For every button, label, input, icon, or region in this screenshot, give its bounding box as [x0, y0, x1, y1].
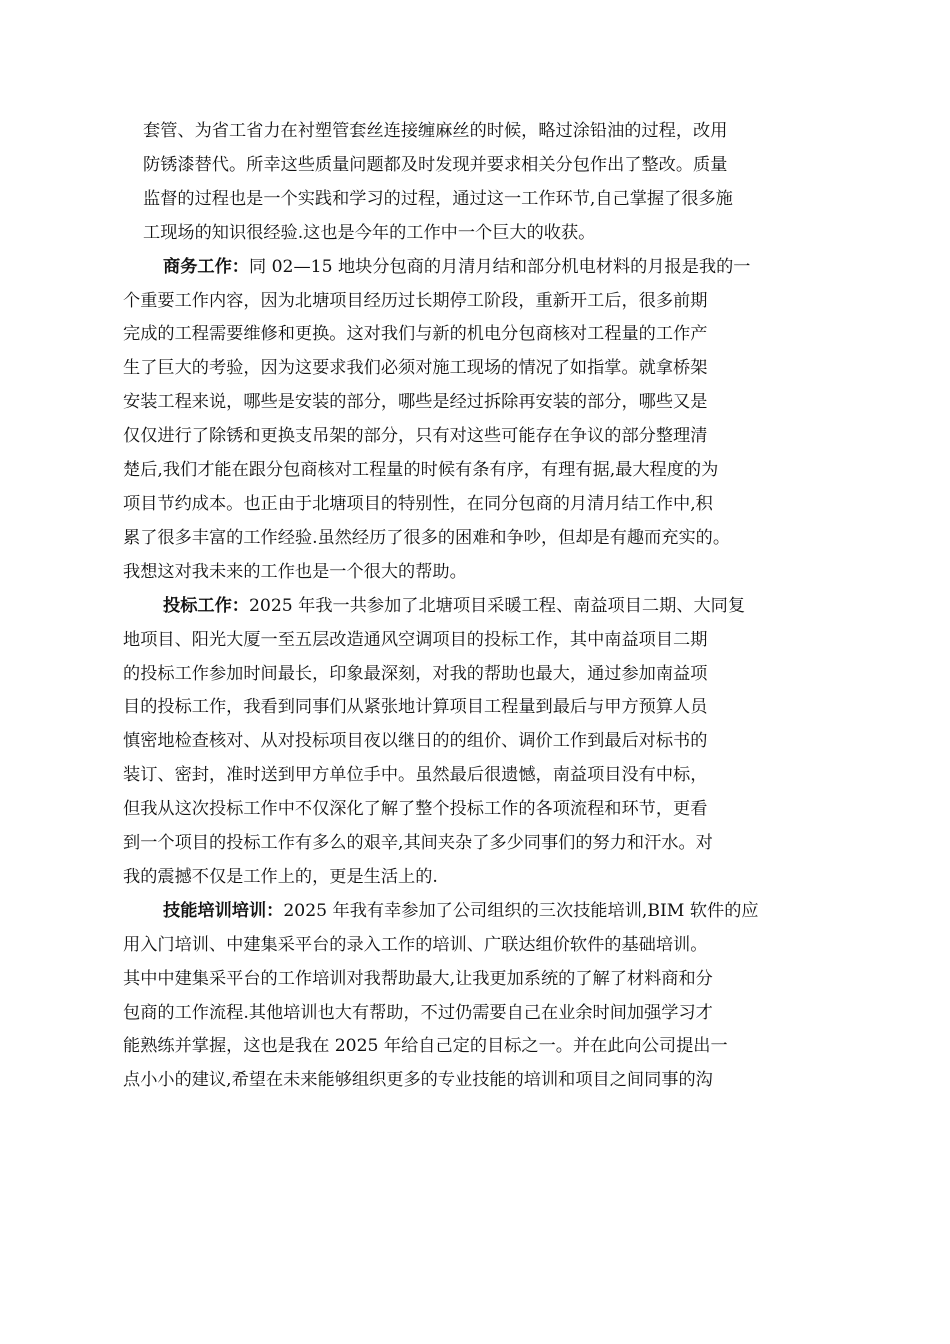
text-line: 我的震撼不仅是工作上的，更是生活上的.	[123, 866, 438, 887]
text-line: 套管、为省工省力在衬塑管套丝连接缠麻丝的时候，略过涂铅油的过程，改用	[143, 121, 728, 141]
text-line: 生了巨大的考验，因为这要求我们必须对施工现场的情况了如指掌。就拿桥架	[123, 358, 708, 379]
text-line: 我想这对我未来的工作也是一个很大的帮助。	[123, 561, 467, 582]
paragraph-bidding-work	[123, 590, 811, 895]
text-line: 其中中建集采平台的工作培训对我帮助最大,让我更加系统的了解了材料商和分	[123, 968, 713, 989]
text-line: 楚后,我们才能在跟分包商核对工程量的时候有条有序，有理有据,最大程度的为	[123, 460, 719, 481]
paragraph-quality-supervision	[143, 115, 811, 251]
paragraph-skills-training	[123, 895, 811, 1098]
section-heading-training: 技能培训培训：	[163, 900, 284, 921]
text-line: 仅仅进行了除锈和更换支吊架的部分，只有对这些可能存在争议的部分整理清	[123, 426, 708, 447]
text-line: 的投标工作参加时间最长，印象最深刻，对我的帮助也最大，通过参加南益项	[123, 663, 708, 684]
text-line: 监督的过程也是一个实践和学习的过程，通过这一工作环节,自己掌握了很多施	[143, 188, 733, 209]
text-line	[143, 251, 811, 285]
text-line: 装订、密封，准时送到甲方单位手中。虽然最后很遗憾，南益项目没有中标，	[123, 765, 708, 786]
text-line: 到一个项目的投标工作有多么的艰辛,其间夹杂了多少同事们的努力和汗水。对	[123, 833, 713, 854]
text-line-body: 2025 年我一共参加了北塘项目采暖工程、南益项目二期、大同复	[248, 595, 746, 616]
text-line: 项目节约成本。也正由于北塘项目的特别性，在同分包商的月清月结工作中,积	[123, 493, 713, 514]
text-line: 用入门培训、中建集采平台的录入工作的培训、广联达组价软件的基础培训。	[123, 934, 708, 955]
text-line: 个重要工作内容，因为北塘项目经历过长期停工阶段，重新开工后，很多前期	[123, 290, 708, 311]
text-line: 但我从这次投标工作中不仅深化了解了整个投标工作的各项流程和环节，更看	[123, 799, 708, 820]
text-line	[143, 590, 811, 624]
text-line: 累了很多丰富的工作经验.虽然经历了很多的困难和争吵，但却是有趣而充实的。	[123, 527, 731, 548]
paragraph-business-work	[123, 251, 811, 590]
section-heading-business: 商务工作：	[163, 256, 249, 277]
section-heading-bidding: 投标工作：	[163, 595, 249, 616]
text-line: 点小小的建议,希望在未来能够组织更多的专业技能的培训和项目之间同事的沟	[123, 1070, 713, 1091]
text-line: 慎密地检查核对、从对投标项目夜以继日的的组价、调价工作到最后对标书的	[123, 731, 708, 752]
text-line: 能熟练并掌握，这也是我在 2025 年给自己定的目标之一。并在此向公司提出一	[123, 1036, 728, 1057]
text-line: 地项目、阳光大厦一至五层改造通风空调项目的投标工作，其中南益项目二期	[123, 629, 708, 650]
text-line: 安装工程来说，哪些是安装的部分，哪些是经过拆除再安装的部分，哪些又是	[123, 392, 708, 413]
text-line: 工现场的知识很经验.这也是今年的工作中一个巨大的收获。	[143, 222, 596, 243]
text-line: 目的投标工作，我看到同事们从紧张地计算项目工程量到最后与甲方预算人员	[123, 697, 708, 718]
text-line: 完成的工程需要维修和更换。这对我们与新的机电分包商核对工程量的工作产	[123, 324, 708, 345]
text-line: 防锈漆替代。所幸这些质量问题都及时发现并要求相关分包作出了整改。质量	[143, 154, 728, 175]
text-line: 包商的工作流程.其他培训也大有帮助，不过仍需要自己在业余时间加强学习才	[123, 1002, 713, 1023]
text-line-body: 2025 年我有幸参加了公司组织的三次技能培训,BIM 软件的应	[283, 900, 759, 921]
text-line	[143, 895, 811, 929]
text-line-body: 同 02—15 地块分包商的月清月结和部分机电材料的月报是我的一	[248, 256, 751, 277]
document-body	[123, 115, 811, 1098]
